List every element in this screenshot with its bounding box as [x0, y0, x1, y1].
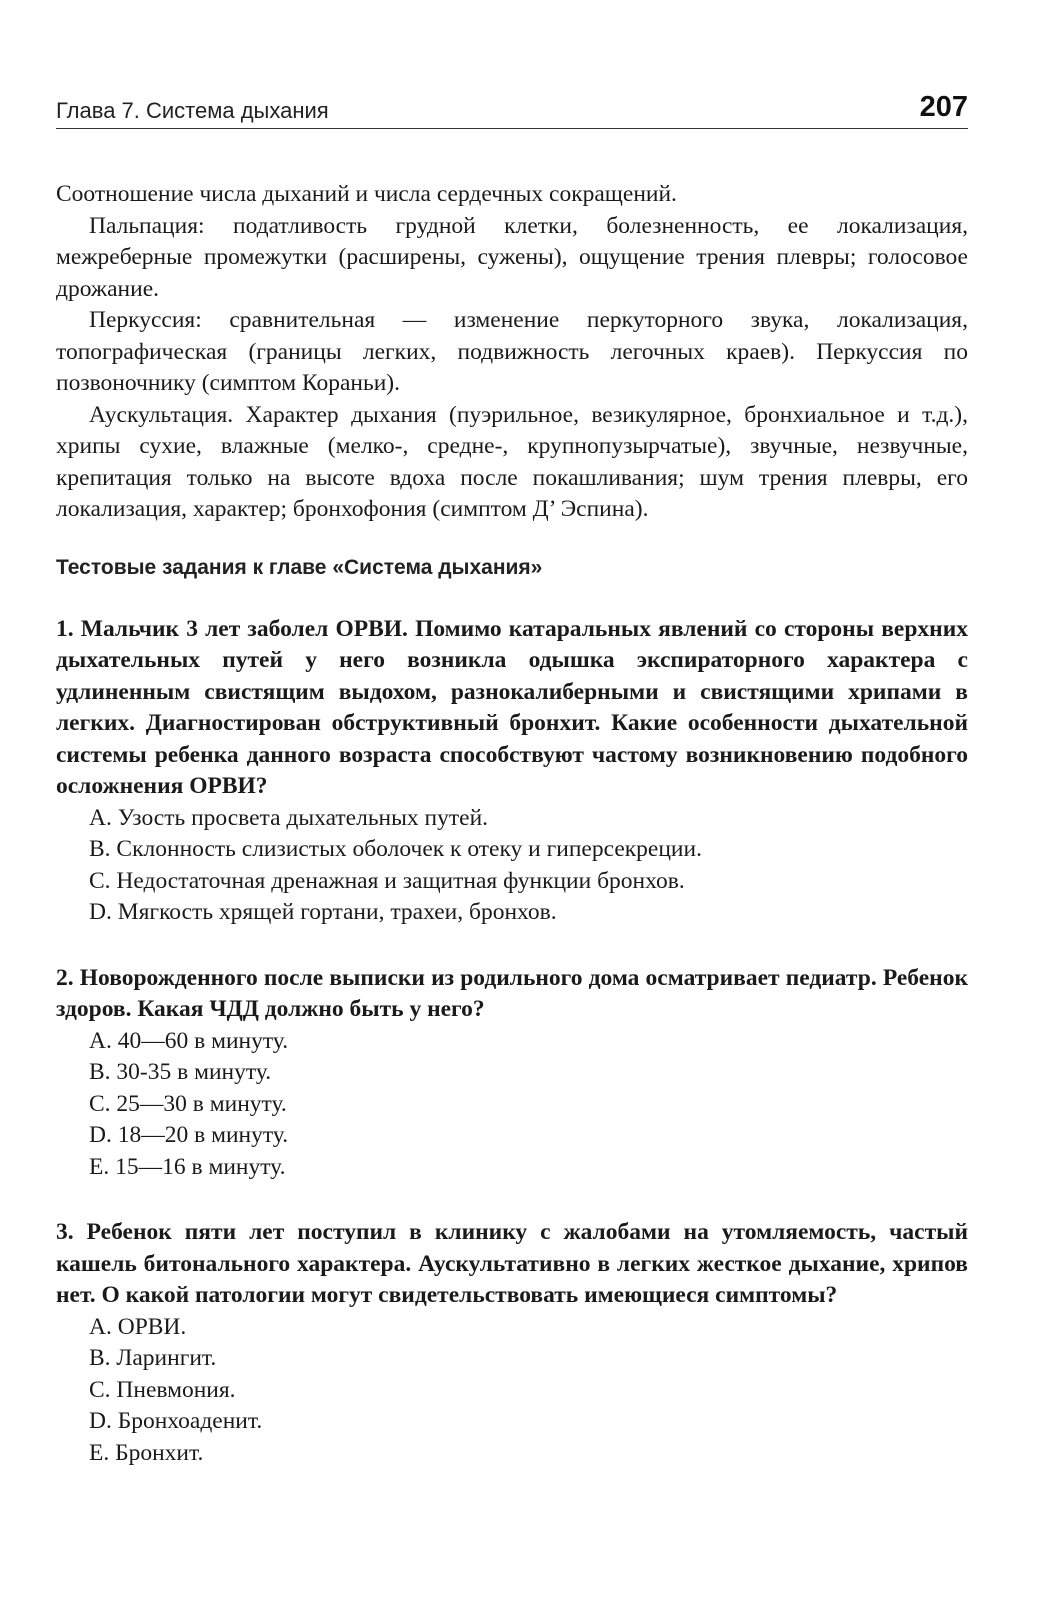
- answer-option: A. ОРВИ.: [89, 1313, 187, 1340]
- answer-list: [56, 1026, 968, 1184]
- answer-option: A. 40—60 в минуту.: [89, 1027, 289, 1054]
- answer-list: [56, 803, 968, 929]
- book-page: [56, 86, 968, 1469]
- answer-option: B. Склонность слизистых оболочек к отеку и гиперсекреции.: [89, 836, 702, 862]
- answer-option: D. 18—20 в минуту.: [89, 1122, 289, 1148]
- answer-option: C. 25—30 в минуту.: [89, 1090, 287, 1117]
- paragraph: Аускультация. Характер дыхания (пуэрильное, везикулярное, бронхиальное и т.д.), хрипы сухие, влажные (мелко-, средне-, крупнопузырчатые), звучные, незвучные, крепитация только на высоте вдоха после покашливания; шум трения плевры, его локализация, характер; бронхофония (симптом Д’ Эспина).: [56, 401, 968, 522]
- chapter-title: Глава 7. Система дыхания: [56, 98, 329, 123]
- answer-option: E. 15—16 в минуту.: [89, 1153, 286, 1180]
- question-1: [56, 614, 968, 929]
- running-header: [56, 86, 968, 129]
- answer-option: B. Ларингит.: [89, 1345, 217, 1371]
- paragraph: Перкуссия: сравнительная — изменение перкуторного звука, локализация, топографическая (границы легких, подвижность легочных краев). Перкуссия по позвоночнику (симптом Кораньи).: [56, 307, 968, 396]
- answer-option: C. Недостаточная дренажная и защитная функции бронхов.: [89, 867, 685, 894]
- question-3: [56, 1217, 968, 1469]
- answer-option: C. Пневмония.: [89, 1376, 236, 1403]
- answer-option: E. Бронхит.: [89, 1439, 204, 1466]
- paragraph: Пальпация: податливость грудной клетки, болезненность, ее локализация, межреберные промежутки (расширены, сужены), ощущение трения плевры; голосовое дрожание.: [56, 212, 968, 302]
- question-text: 2. Новорожденного после выписки из родильного дома осматривает педиатр. Ребенок здоров. Какая ЧДД должно быть у него?: [56, 964, 968, 1022]
- question-text: 3. Ребенок пяти лет поступил в клинику с жалобами на утомляемость, частый кашель битонального характера. Аускультативно в легких жесткое дыхание, хрипов нет. О какой патологии могут свидетельствовать имеющиеся симптомы?: [56, 1219, 968, 1308]
- answer-option: A. Узость просвета дыхательных путей.: [89, 804, 489, 831]
- body-text: [56, 179, 968, 526]
- section-heading: Тестовые задания к главе «Система дыхания»: [56, 555, 543, 579]
- page-number: 207: [919, 91, 968, 123]
- answer-list: [56, 1312, 968, 1470]
- answer-option: B. 30-35 в минуту.: [89, 1059, 272, 1085]
- answer-option: D. Бронхоаденит.: [89, 1408, 263, 1434]
- question-2: [56, 963, 968, 1184]
- answer-option: D. Мягкость хрящей гортани, трахеи, бронхов.: [89, 899, 557, 925]
- question-text: 1. Мальчик 3 лет заболел ОРВИ. Помимо катаральных явлений со стороны верхних дыхательных путей у него возникла одышка экспираторного характера с удлиненным свистящим выдохом, разнокалиберными и свистящими хрипами в легких. Диагностирован обструктивный бронхит. Какие особенности дыхательной системы ребенка данного возраста способствуют частому возникновению подобного осложнения ОРВИ?: [56, 615, 968, 799]
- paragraph: Соотношение числа дыханий и числа сердечных сокращений.: [56, 181, 677, 207]
